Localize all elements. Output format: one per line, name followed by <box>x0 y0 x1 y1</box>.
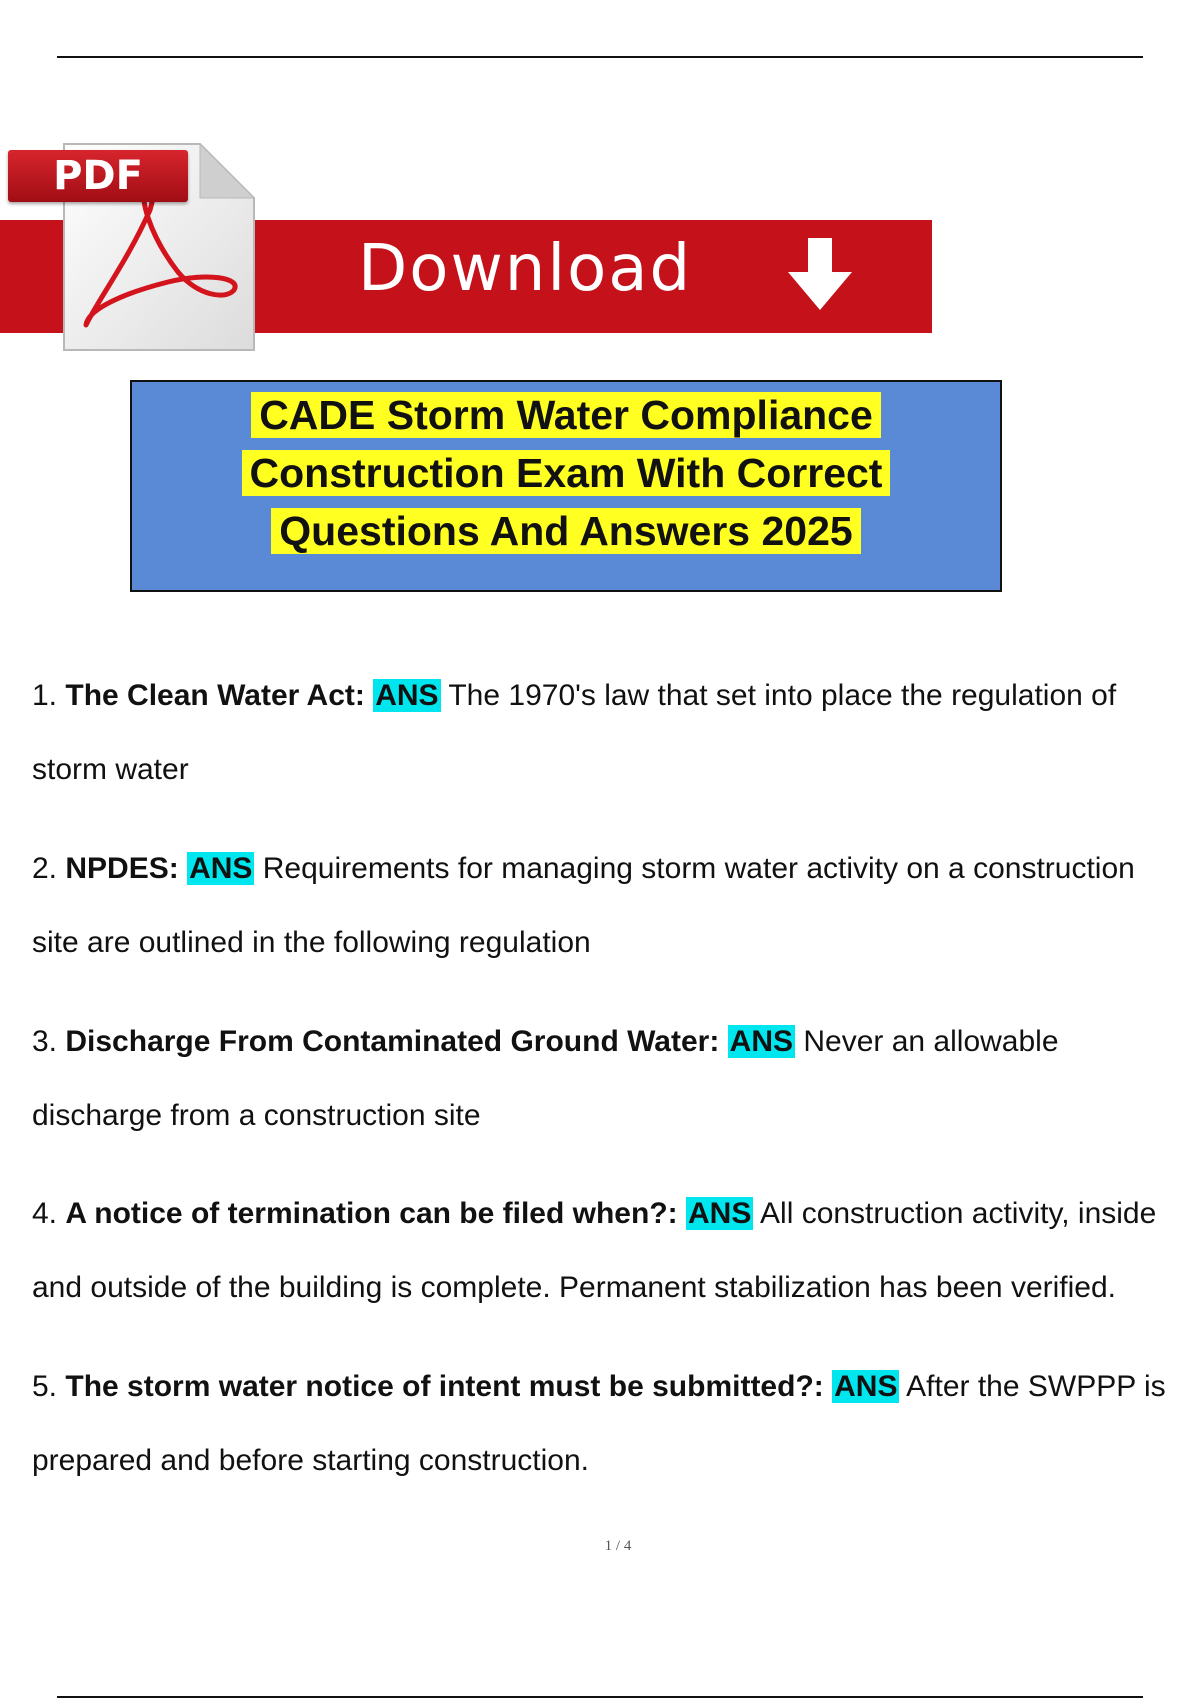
ans-badge: ANS <box>375 679 439 712</box>
top-rule <box>57 56 1143 58</box>
title-line-3: Questions And Answers 2025 <box>271 508 860 554</box>
bottom-rule <box>57 1696 1143 1698</box>
item-number: 2. <box>32 852 58 885</box>
question-text: Discharge From Contaminated Ground Water: <box>65 1025 720 1058</box>
question-text: The storm water notice of intent must be submitted?: <box>65 1370 824 1403</box>
question-text: NPDES: <box>65 852 179 885</box>
pdf-badge-label: PDF <box>53 153 143 199</box>
question-text: A notice of termination can be filed when?: <box>65 1197 678 1230</box>
qa-item-1 <box>32 659 1182 807</box>
download-label[interactable]: Download <box>358 232 693 306</box>
item-number: 1. <box>32 679 58 712</box>
answer-text: Never an allowable discharge from a construction site <box>32 1025 1059 1132</box>
item-number: 5. <box>32 1370 58 1403</box>
ans-badge: ANS <box>687 1197 752 1230</box>
qa-item-2 <box>32 832 1182 980</box>
item-number: 3. <box>32 1025 58 1058</box>
title-line-1: CADE Storm Water Compliance <box>251 392 881 438</box>
question-text: The Clean Water Act: <box>65 679 365 712</box>
qa-item-4 <box>32 1177 1182 1325</box>
answer-text: All construction activity, inside and outside of the building is complete. Permanent stabilization has been verified. <box>32 1197 1157 1304</box>
download-arrow-icon[interactable] <box>786 238 854 312</box>
page-number: 1 / 4 <box>604 1538 632 1554</box>
answer-text: Requirements for managing storm water activity on a construction site are outlined in the following regulation <box>32 852 1135 959</box>
title-line-2: Construction Exam With Correct <box>242 450 891 496</box>
answer-text: After the SWPPP is prepared and before starting construction. <box>32 1370 1166 1477</box>
qa-item-3 <box>32 1005 1182 1153</box>
pdf-badge <box>8 150 188 202</box>
answer-text: The 1970's law that set into place the regulation of storm water <box>32 679 1117 786</box>
document-title <box>130 386 1002 560</box>
item-number: 4. <box>32 1197 58 1230</box>
ans-badge: ANS <box>729 1025 794 1058</box>
ans-badge: ANS <box>189 852 253 885</box>
qa-item-5 <box>32 1350 1182 1498</box>
ans-badge: ANS <box>834 1370 898 1403</box>
